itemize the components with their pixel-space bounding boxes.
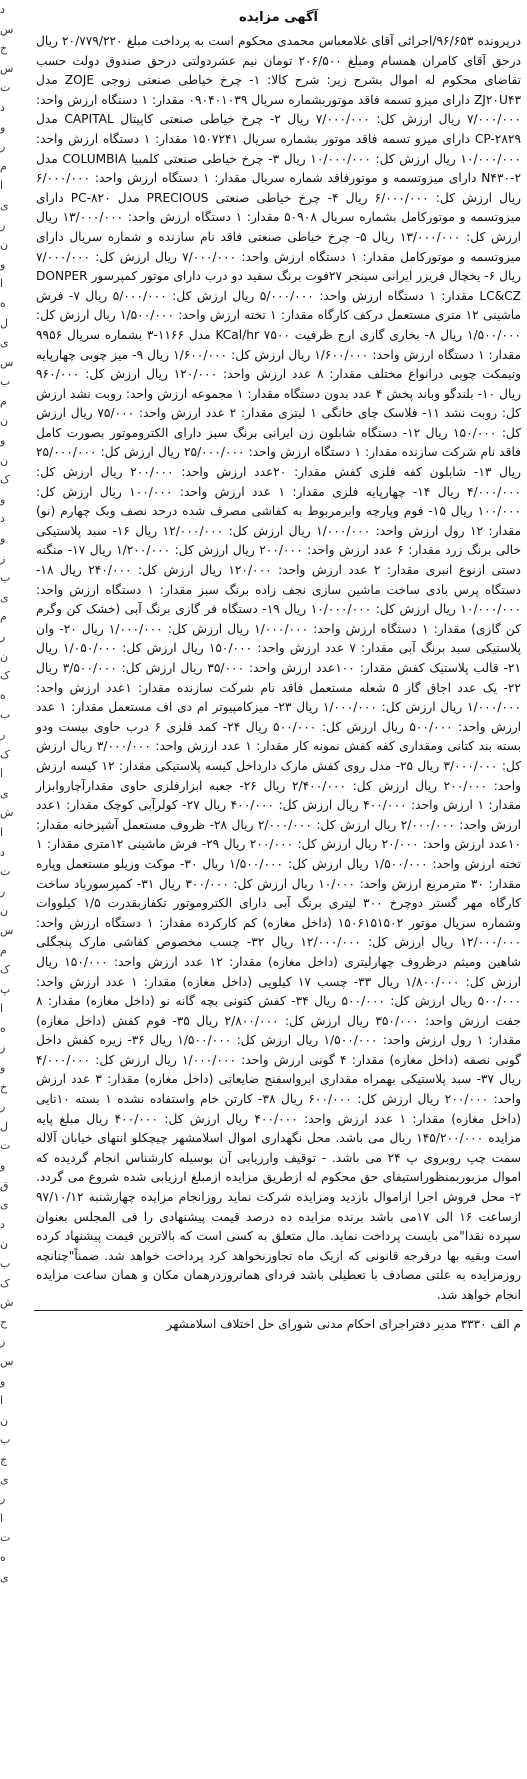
signature-divider [34,1310,523,1311]
adjacent-column-glyph: ح [0,1315,8,1329]
adjacent-column-glyph: ر [0,630,6,643]
adjacent-column-glyph: ب [0,1257,11,1270]
adjacent-column-glyph: و [0,1159,6,1173]
adjacent-column-glyph: پ [0,982,11,996]
adjacent-column-glyph: و [0,532,6,546]
adjacent-column-glyph: ن [0,1237,9,1251]
adjacent-column-glyph: ز [0,1335,6,1349]
adjacent-column-glyph: ت [0,1139,11,1153]
adjacent-column-glyph: و [0,1061,6,1075]
adjacent-column-glyph: م [0,610,7,624]
adjacent-column-glyph: خ [0,42,8,56]
adjacent-column-glyph: ن [0,649,9,663]
adjacent-column-glyph: س [0,355,14,369]
adjacent-column-text [0,0,30,1587]
adjacent-column-glyph: و [0,1374,6,1388]
adjacent-column-glyph: د [0,1217,5,1231]
adjacent-column-glyph: ز [0,1041,6,1055]
adjacent-column-glyph: ی [0,336,9,350]
adjacent-column-glyph: ت [0,865,11,879]
adjacent-column-glyph: ا [0,277,4,291]
adjacent-column-glyph: س [0,1354,14,1368]
adjacent-column-glyph: ش [0,806,14,820]
adjacent-column-glyph: ی [0,1198,9,1212]
adjacent-column-glyph: ا [0,179,4,193]
adjacent-column-glyph: ر [0,884,6,898]
adjacent-column-glyph: ا [0,1002,4,1016]
notice-signature: م الف ۳۳۳۰ مدیر دفتراجرای احکام مدنی شورای حل اختلاف اسلامشهر [166,1316,521,1331]
adjacent-column-glyph: و [0,434,6,448]
adjacent-column-glyph: ب [0,375,11,389]
adjacent-column-glyph: ش [0,1296,14,1310]
adjacent-column-glyph: ا [0,1394,4,1408]
adjacent-column-glyph: ه [0,296,6,310]
adjacent-column-glyph: ر [0,1492,6,1506]
adjacent-column-glyph: ه [0,688,6,702]
adjacent-column-glyph: م [0,394,7,408]
adjacent-column-glyph: ب [0,1433,11,1447]
adjacent-column-fragment [0,0,30,1779]
adjacent-column-glyph: ت [0,1531,11,1545]
adjacent-column-glyph: ن [0,904,9,918]
adjacent-column-glyph: ل [0,1119,8,1133]
adjacent-column-glyph: د [0,512,5,526]
adjacent-column-glyph: ه [0,1021,6,1035]
adjacent-column-glyph: ر [0,218,6,232]
adjacent-column-glyph: د [0,100,5,114]
adjacent-column-glyph: ک [0,1276,10,1290]
adjacent-column-glyph: د [0,845,5,859]
adjacent-column-glyph: ک [0,963,10,977]
adjacent-column-glyph: ی [0,1570,9,1584]
adjacent-column-glyph: ج [0,1452,8,1466]
adjacent-column-glyph: ه [0,1550,6,1564]
adjacent-column-glyph: ب [0,571,11,585]
adjacent-column-glyph: س [0,923,14,937]
adjacent-column-glyph: ر [0,140,6,154]
adjacent-column-glyph: ق [0,1178,9,1192]
adjacent-column-glyph: ک [0,669,10,683]
adjacent-column-glyph: ز [0,551,6,565]
adjacent-column-glyph: ن [0,414,9,428]
adjacent-column-glyph: م [0,159,7,173]
adjacent-column-glyph: م [0,943,7,957]
adjacent-column-glyph: س [0,61,14,75]
adjacent-column-glyph: ل [0,316,8,330]
adjacent-column-glyph: ا [0,1511,4,1525]
adjacent-column-glyph: ی [0,198,9,212]
adjacent-column-glyph: ر [0,727,6,741]
notice-body: درپرونده ۹۶/۶۵۳/اجرائی آقای غلامعباس محمدی محکوم است به پرداخت مبلغ ۲۰/۷۷۹/۲۲۰ ریال درحق آقای کامران همسام ومبلغ ۲۰۶/۵۰۰ تومان نیم عشردولتی درحق صندوق دولت حسب تقاضای محکوم له اموال بشرح زیر: شرح کالا: ۱- چرخ خیاطی صنعتی زوجی ZOJE مدل ZJ۲۰U۴۳ دارای میزو تسمه فاقد موتوربشماره سریال ۰۹۰۴۰۱۰۳۹ مقدار: ۱ دستگاه ارزش واحد: ۷/۰۰۰/۰۰۰ ریال ارزش کل: ۷/۰۰۰/۰۰۰ ریال ۲- چرخ خیاطی صنعتی کاپیتال CAPITAL مدل CP-۲۸۲۹ دارای میزو تسمه فاقد موتور بشماره سریال ۱۵۰۷۲۴۱ مقدار: ۱ دستگاه ارزش واحد: ۱۰/۰۰۰/۰۰۰ ریال ارزش کل: ۱۰/۰۰۰/۰۰۰ ریال ۳- چرخ خیاطی صنعتی کلمبیا COLUMBIA مدل N۴۳۰-۲ دارای میزوتسمه و موتورفاقد شماره سریال مقدار: ۱ دستگاه ارزش واحد: ۶/۰۰۰/۰۰۰ ریال ارزش کل: ۶/۰۰۰/۰۰۰ ریال ۴- چرخ خیاطی صنعتی PRECIOUS مدل PC-۸۲۰ دارای میزوتسمه و موتورکامل بشماره سریال ۵۰۹۰۸ مقدار: ۱ دستگاه ارزش واحد: ۱۳/۰۰۰/۰۰۰ ریال ارزش کل: ۱۳/۰۰۰/۰۰۰ ریال ۵- چرخ خیاطی صنعتی فاقد نام سازنده و شماره سریال دارای میزوتسمه و موتورکامل مقدار: ۱ دستگاه ارزش واحد: ۷/۰۰۰/۰۰۰ ریال ارزش کل: ۷/۰۰۰/۰۰۰ ریال ۶- یخچال فریزر ایرانی سینجر ۲۷فوت برنگ سفید دو درب دارای موتور کمپرسور DONPER LC&CZ مقدار: ۱ دستگاه ارزش واحد: ۵/۰۰۰/۰۰۰ ریال ارزش کل: ۵/۰۰۰/۰۰۰ ریال ۷- فرش ماشینی ۱۲ متری مستعمل درکف کارگاه مقدار: ۱ تخته ارزش واحد: ۱/۵۰۰/۰۰۰ ریال ارزش کل: ۱/۵۰۰/۰۰۰ ریال ۸- بخاری گازی ارج ظرفیت ۷۵۰۰ KCal/hr مدل ۱۱۶۶-۳ بشماره سریال ۹۹۵۶ مقدار: ۱ دستگاه ارزش واحد: ۱/۶۰۰/۰۰۰ ریال ارزش کل: ۱/۶۰۰/۰۰۰ ریال ۹- میز چوبی چهارپایه ونیمکت چوبی درانواع مختلف مقدار: ۸ عدد ارزش واحد: ۱۲۰/۰۰۰ ریال ارزش کل: ۹۶۰/۰۰۰ ریال ۱۰- بلندگو وباند پخش ۴ عدد بدون دستگاه مقدار: ۱ مجموعه ارزش واحد: روبت نشد ارزش کل: روبت نشد ۱۱- فلاسک چای خانگی ۱ لیتری مقدار: ۲ عدد ارزش واحد: ۷۵/۰۰۰ ریال ارزش کل: ۱۵۰/۰۰۰ ریال ۱۲- دستگاه شابلون زن ایرانی برنگ سبز دارای الکتروموتور بصورت کامل فاقد نام شرکت سازنده مقدار: ۱ دستگاه ارزش واحد: ۲۵/۰۰۰/۰۰۰ ریال ارزش کل: ۲۵/۰۰۰/۰۰۰ ریال ۱۳- شابلون کفه فلزی کفش مقدار: ۲۰عدد ارزش واحد: ۲۰۰/۰۰۰ ریال ارزش کل: ۴/۰۰۰/۰۰۰ ریال ۱۴- چهارپایه فلزی مقدار: ۱ عدد ارزش واحد: ۱۰۰/۰۰۰ ریال ارزش کل: ۱۰۰/۰۰۰ ریال ۱۵- فوم وپارچه وابرمربوط به کفاشی مصرف شده درحد نصف وبک چهارم (نو) مقدار: ۱۲ رول ارزش واحد: ۱/۰۰۰/۰۰۰ ریال ارزش کل: ۱۲/۰۰۰/۰۰۰ ریال ۱۶- سبد پلاستیکی خالی برنگ زرد مقدار: ۶ عدد ارزش واحد: ۲۰۰/۰۰۰ ریال ارزش کل: ۱/۲۰۰/۰۰۰ ریال ۱۷- منگنه دستی ازنوع انبری مقدار: ۲ عدد ارزش واحد: ۱۲۰/۰۰۰ ریال ارزش کل: ۲۴۰/۰۰۰ ریال ۱۸- دستگاه پرس بادی ساخت ماشین سازی نجف زاده برنگ سبز مقدار: ۱ دستگاه ارزش واحد: ۱۰/۰۰۰/۰۰۰ ریال ارزش کل: ۱۰/۰۰۰/۰۰۰ ریال ۱۹- دستگاه فر گازی برنگ آبی (خشک کن وگرم کن گازی) مقدار: ۱ دستگاه ارزش واحد: ۱/۰۰۰/۰۰۰ ریال ارزش کل: ۱/۰۰۰/۰۰۰ ریال ۲۰- وان پلاستیکی سبد برنگ آبی مقدار: ۷ عدد ارزش واحد: ۱۵۰/۰۰۰ ریال ارزش کل: ۱/۰۵۰/۰۰۰ ریال ۲۱- قالب پلاستیک کفش مقدار: ۱۰۰عدد ارزش واحد: ۳۵/۰۰۰ ریال ارزش کل: ۳/۵۰۰/۰۰۰ ریال ۲۲- یک عدد اجاق گاز ۵ شعله مستعمل فاقد نام شرکت سازنده مقدار: ۱عدد ارزش واحد: ۱/۰۰۰/۰۰۰ ریال ارزش کل: ۱/۰۰۰/۰۰۰ ریال ۲۳- میزکامپیوتر ام دی اف مستعمل مقدار: ۱ عدد ارزش واحد: ۵۰۰/۰۰۰ ریال ارزش کل: ۵۰۰/۰۰۰ ریال ۲۴- کمد فلزی ۶ درب حاوی بیست ودو بسته بند کتانی ومقداری کفه کفش نمونه کار مقدار: ۱ عدد ارزش واحد: ۳/۰۰۰/۰۰۰ ریال ارزش کل: ۳/۰۰۰/۰۰۰ ریال ۲۵- مدل روی کفش مارک دارداخل کیسه پلاستیکی مقدار: ۱۲ کیسه ارزش واحد: ۲۰۰/۰۰۰ ریال ارزش کل: ۲/۴۰۰/۰۰۰ ریال ۲۶- جعبه ابزارفلزی حاوی مقدارآچاروابزار مقدار: ۱ ارزش واحد: ۴۰۰/۰۰۰ ریال ارزش کل: ۴۰۰/۰۰۰ ریال ۲۷- کولرآبی کوچک مقدار: ۱عدد ارزش واحد: ۲/۰۰۰/۰۰۰ ریال ارزش کل: ۲/۰۰۰/۰۰۰ ریال ۲۸- ظروف مستعمل آشپزخانه مقدار: ۱۰عدد ارزش واحد: ۲۰/۰۰۰ ریال ارزش کل: ۲۰۰/۰۰۰ ریال ۲۹- فرش ماشینی ۱۲متری مقدار: ۱ تخته ارزش واحد: ۱/۵۰۰/۰۰۰ ریال ارزش کل: ۱/۵۰۰/۰۰۰ ریال ۳۰- موکت وزیلو مستعمل وپاره مقدار: ۳۰ مترمربع ارزش واحد: ۱۰/۰۰۰ ریال ارزش کل: ۳۰۰/۰۰۰ ریال ۳۱- کمپرسورباد ساخت کارگاه مهر گستر دوچرخ ۳۰۰ لیتری برنگ آبی دارای الکتروموتور تکفازبقدرت ۱/۵ کیلووات وشماره سریال موتور ۱۵۰۶۱۵۱۵۰۲ (داخل مغازه) کم کارکرده مقدار: ۱ دستگاه ارزش واحد: ۱۲/۰۰۰/۰۰۰ ریال ارزش کل: ۱۲/۰۰۰/۰۰۰ ریال ۳۲- چسب مخصوص کفاشی مارک پنجگلی شاهین ومیثم درظروف چهارلیتری (داخل مغازه) مقدار: ۱۲ عدد ارزش واحد: ۱۵۰/۰۰۰ ریال ارزش کل: ۱/۸۰۰/۰۰۰ ریال ۳۳- چسب ۱۷ کیلویی (داخل مغازه) مقدار: ۱ عدد ارزش واحد: ۵۰۰/۰۰۰ ریال ارزش کل: ۵۰۰/۰۰۰ ریال ۳۴- کفش کتونی بچه گانه نو (داخل مغازه) مقدار: ۸ جفت ارزش واحد: ۳۵۰/۰۰۰ ریال ارزش کل: ۲/۸۰۰/۰۰۰ ریال ۳۵- فوم کفش (داخل مغازه) مقدار: ۱ رول ارزش واحد: ۱/۵۰۰/۰۰۰ ریال ارزش کل: ۱/۵۰۰/۰۰۰ ریال ۳۶- زیره کفش داخل گونی نصفه (داخل مغازه) مقدار: ۴ گونی ارزش واحد: ۱/۰۰۰/۰۰۰ ریال ارزش کل: ۴/۰۰۰/۰۰۰ ریال ۳۷- سبد پلاستیکی بهمراه مقداری ابرواسفنج ضایعاتی (داخل مغازه) مقدار: ۳ عدد ارزش واحد: ۲۰۰/۰۰۰ ریال ارزش کل: ۶۰۰/۰۰۰ ریال ۳۸- کارتن خام واستفاده نشده ۱ بسته ۱۰تایی (داخل مغازه) مقدار: ۱ عدد ارزش واحد: ۴۰۰/۰۰۰ ریال ارزش کل: ۴۰۰/۰۰۰ ریال مبلغ پایه مزایده ۱۴۵/۲۰۰/۰۰۰ ریال می باشد. محل نگهداری اموال اسلامشهر چیچکلو انتهای خیابان آلاله سمت چپ روبروی پ ۲۴ می باشد. - توقیف وارزیابی آن بوسیله کارشناس انجام گردیده که اموال مزبوربمنظوراستیفای حق محکوم له ازطریق مزایده ازمبلغ ارزیابی شده شروع می گردد. ۲- محل فروش اجرا ازاموال بازدید ومزایده شرکت نماید روزانجام مزایده چهارشنبه ۹۷/۱۰/۱۲ ازساعت ۱۶ الی ۱۷می باشد برنده مزایده ده درصد قیمت پیشنهادی را فی المجلس بعنوان سپرده نقدا"می بایست پرداخت نماید. مال متعلق به کسی است که بالاترین قیمت پیشنهاد کرده است وبقیه بها درفرجه قانونی که ازیک ماه تجاوزنخواهد کرد پرداخت خواهد شد. ضمناً"چنانچه روزمزایده به علتی مصادف با تعطیلی باشد فردای همانروزدرهمان مکان و همان ساعت مزایده انجام خواهد شد. [36,34,522,1302]
adjacent-column-glyph: ب [0,708,11,722]
adjacent-column-glyph: ا [0,767,4,781]
notice-title: آگهی مزایده [239,10,318,25]
adjacent-column-glyph: ت [0,81,11,95]
adjacent-column-glyph: و [0,492,6,506]
adjacent-column-glyph: ن [0,1413,9,1427]
adjacent-column-glyph: ک [0,747,10,761]
adjacent-column-glyph: ن [0,453,9,467]
adjacent-column-glyph: ی [0,1472,9,1486]
adjacent-column-glyph: د [0,3,5,16]
adjacent-column-glyph: ی [0,590,9,604]
adjacent-column-glyph: ا [0,825,4,839]
adjacent-column-glyph: ن [0,238,9,252]
adjacent-column-glyph: خ [0,1080,8,1094]
adjacent-column-glyph: ک [0,473,10,487]
auction-notice [34,6,523,1772]
adjacent-column-glyph: و [0,120,6,134]
adjacent-column-glyph: ی [0,786,9,800]
adjacent-column-glyph: س [0,22,14,36]
adjacent-column-glyph: و [0,257,6,271]
adjacent-column-glyph: ر [0,1100,6,1114]
